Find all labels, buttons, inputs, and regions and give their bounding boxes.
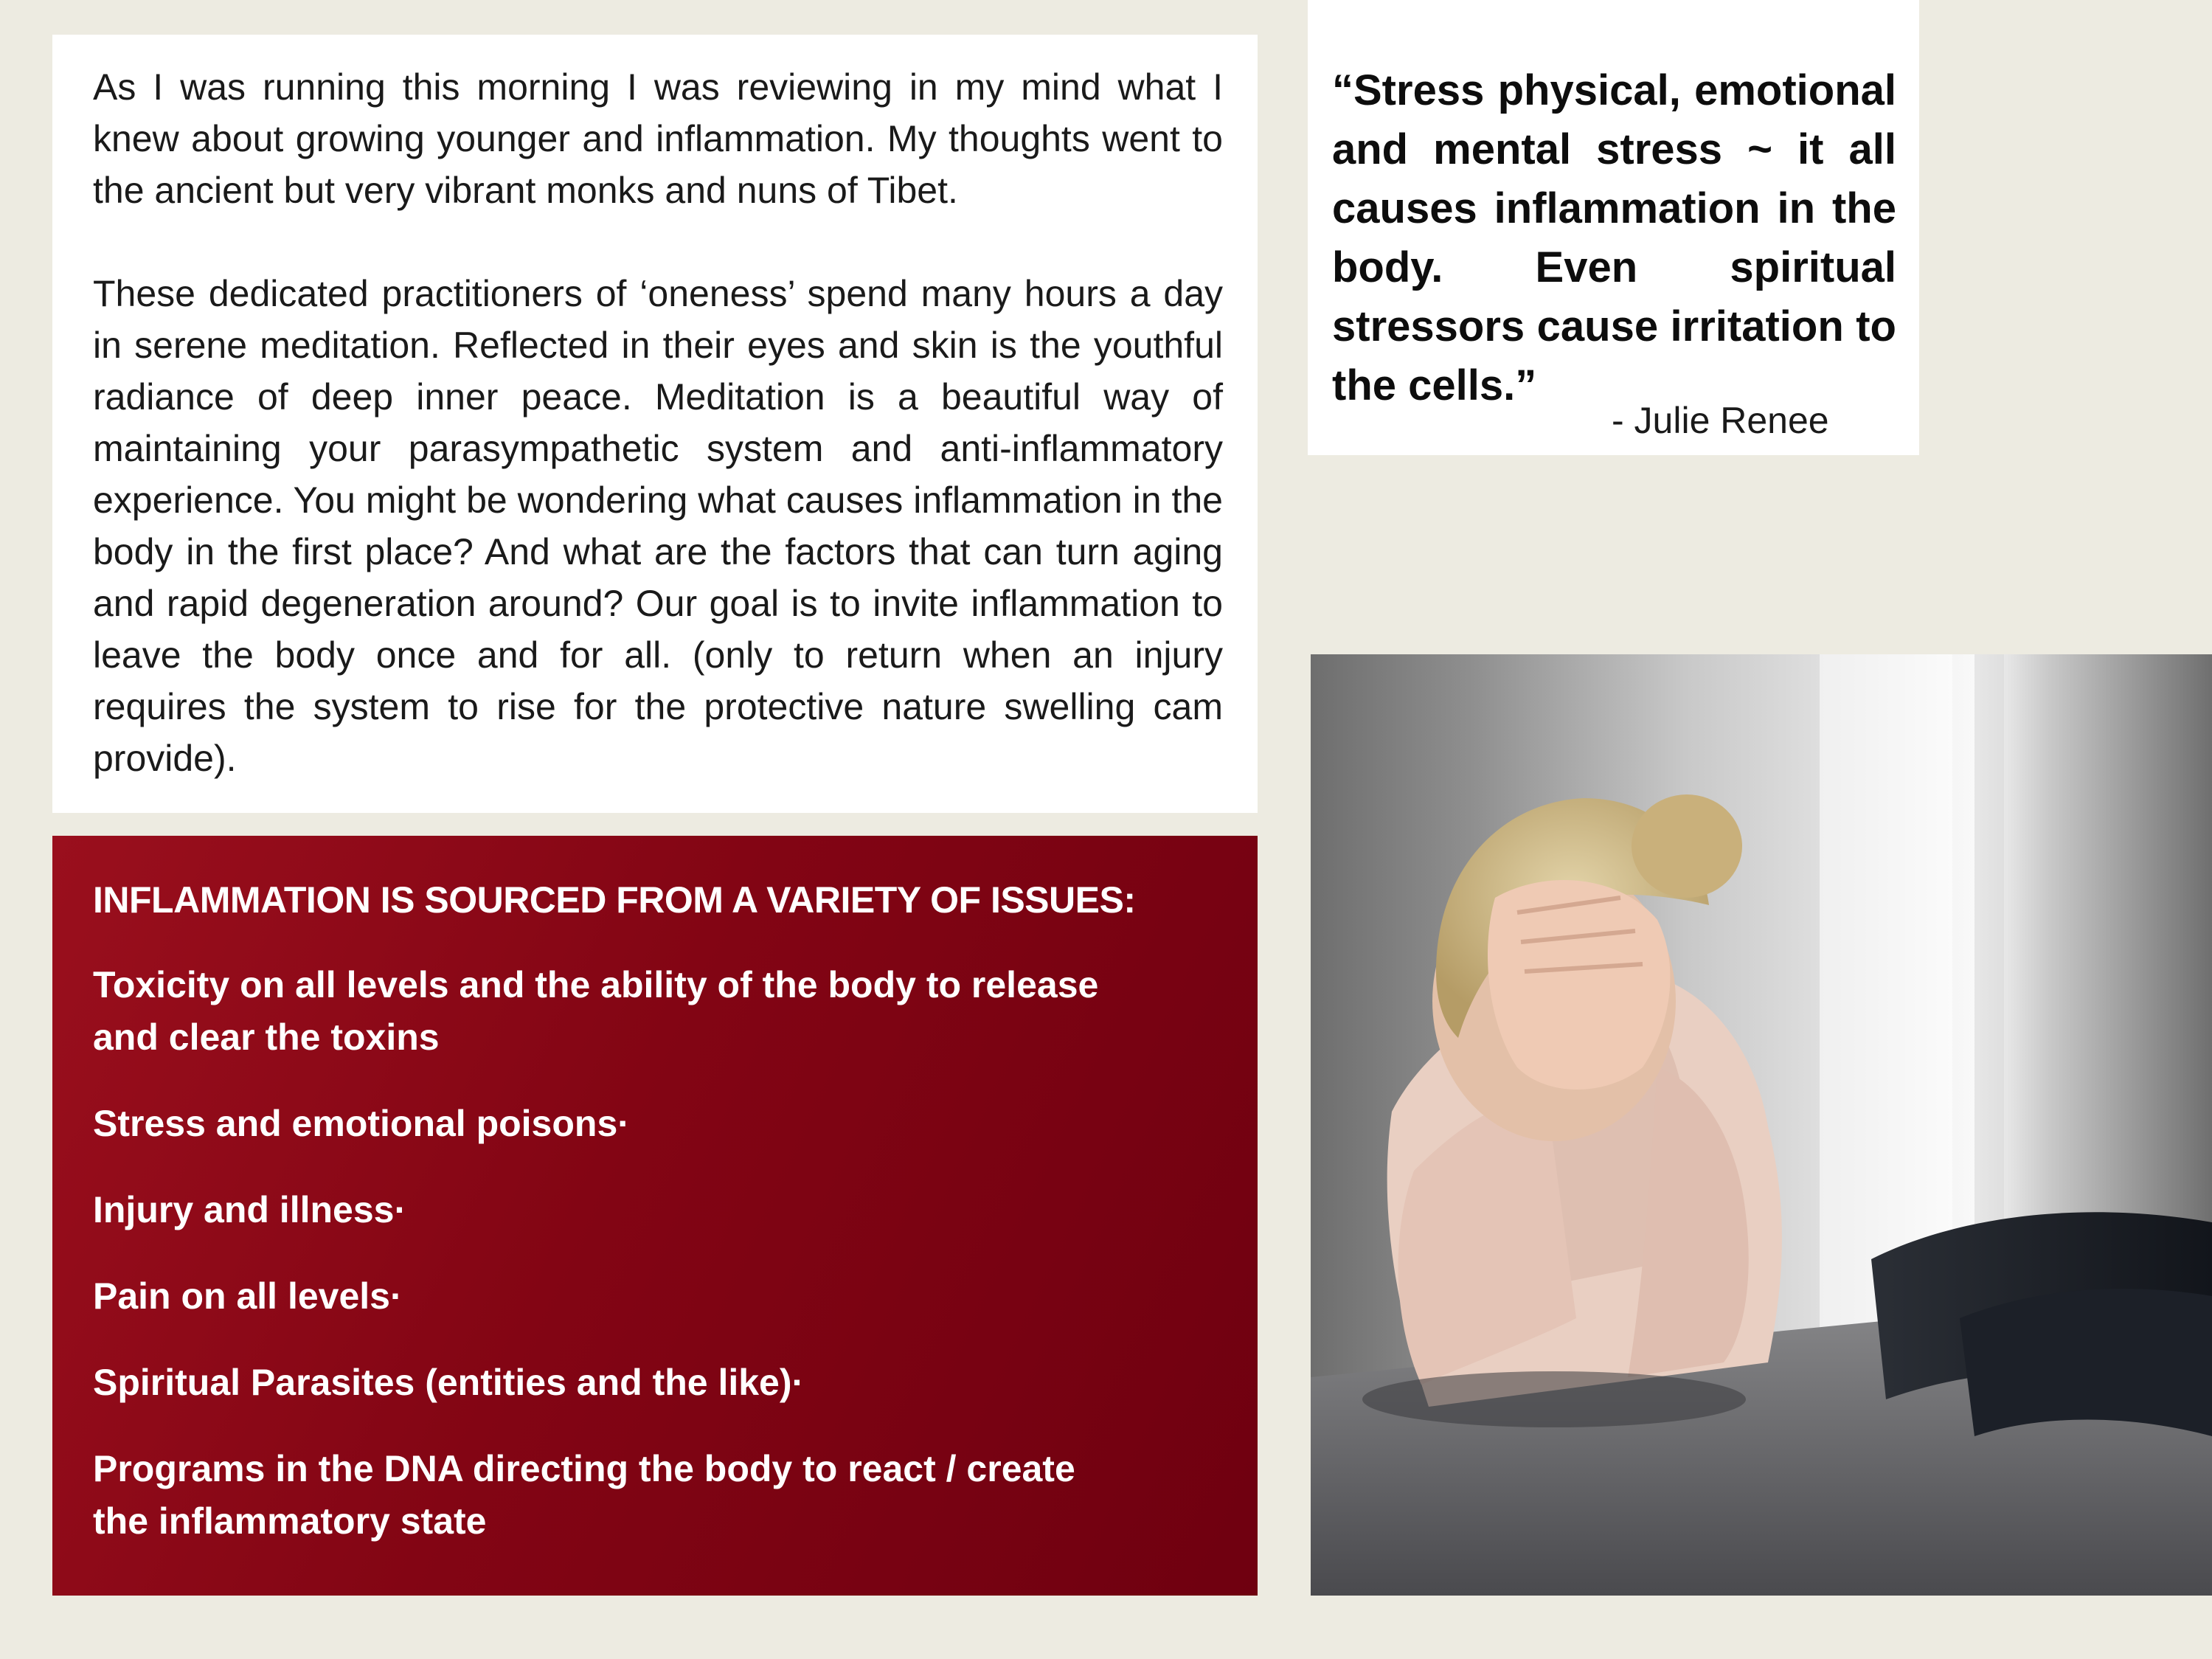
quote-author: - Julie Renee (1612, 400, 1829, 441)
quote-text: “Stress physical, emotional and mental stress ~ it all causes inflammation in the body. Even spiritual stressors cause irritation to the cells.” (1332, 66, 1896, 409)
issue-item-toxicity: Toxicity on all levels and the ability of the body to release and clear the toxins (93, 964, 1099, 1058)
issue-item-pain: Pain on all levels· (93, 1275, 403, 1317)
photo-illustration (1311, 654, 2212, 1596)
issue-item-spiritual-parasites: Spiritual Parasites (entities and the like)· (93, 1362, 805, 1403)
intro-paragraph-2: These dedicated practitioners of ‘oneness’ spend many hours a day in serene meditation. Reflected in their eyes and skin is the youthful radiance of deep inner peace. Meditation is a beautiful way of maintaining your parasympathetic system and anti-inflammatory experience. You might be wondering what causes inflammation in the body in the first place? And what are the factors that can turn aging and rapid degeneration around? Our goal is to invite inflammation to leave the body once and for all. (only to return when an injury requires the system to rise for the protective nature swelling cam provide). (93, 273, 1223, 779)
inflammation-issues-panel (52, 836, 1258, 1596)
intro-text-panel (52, 35, 1258, 813)
issues-list (93, 959, 1228, 1548)
stressed-woman-photo (1311, 654, 2212, 1596)
issues-heading: INFLAMMATION IS SOURCED FROM A VARIETY OF ISSUES: (93, 879, 1136, 921)
issue-item-dna-programs: Programs in the DNA directing the body to react / create the inflammatory state (93, 1448, 1075, 1542)
intro-paragraph-1: As I was running this morning I was reviewing in my mind what I knew about growing younger and inflammation. My thoughts went to the ancient but very vibrant monks and nuns of Tibet. (93, 66, 1223, 211)
issue-item-stress: Stress and emotional poisons· (93, 1103, 630, 1144)
quote-panel (1308, 0, 1919, 455)
issue-item-injury: Injury and illness· (93, 1189, 407, 1230)
